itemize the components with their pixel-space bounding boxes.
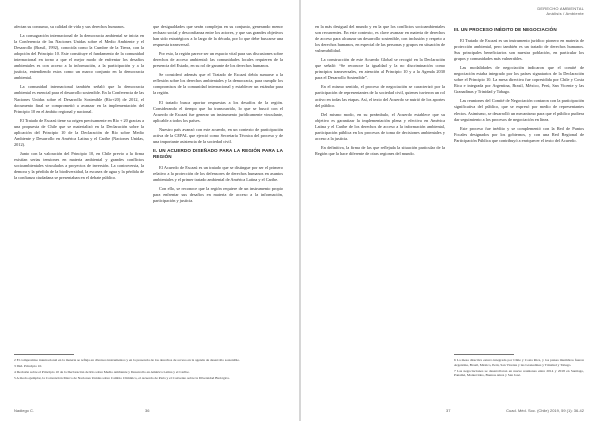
paragraph: La construcción de este Acuerdo Global se recogió en la Declaración que señaló: “Se reconoce la igualdad y la no discriminación como principios transversales, en atención al Principio 10 y a la Agenda 2030 para el Desarrollo Sostenible”. <box>315 57 445 81</box>
running-head-title: DERECHO AMBIENTAL <box>537 6 584 11</box>
right-column-1 <box>315 24 445 160</box>
paragraph: en la más desigual del mundo y en la que los conflictos socioambientales son recurrentes. En este contexto, es clave avanzar en materia de derechos de acceso para alcanzar un desarrollo sostenible, con inclusión y respeto a los derechos humanos, en especial de las personas y grupos en situación de vulnerabilidad. <box>315 24 445 54</box>
paragraph: El tratado busca aportar respuestas a los desafíos de la región. Considerando el tiempo que ha transcurrido, lo que se buscó con el Acuerdo de Escazú fue generar un instrumento jurídicamente vinculante, aplicable a todos los países. <box>153 99 283 123</box>
section-heading: III. UN PROCESO INÉDITO DE NEGOCIACIÓN <box>454 27 557 32</box>
footnote-divider <box>14 354 74 355</box>
paragraph: Del mismo modo, en su preámbulo, el Acuerdo establece que su objetivo es garantizar la implementación plena y efectiva en América Latina y el Caribe de los derechos de acceso a la información ambiental, participación pública en los procesos de toma de decisiones ambientales y acceso a la justicia. <box>315 111 445 141</box>
paragraph: En definitiva, la firma de las que reflejada la situación particular de la Región que la hace diferente de otras regiones del mundo. <box>315 144 445 156</box>
paragraph: La consagración internacional de la democracia ambiental se inicia en la Conferencia de las Naciones Unidas sobre el Medio Ambiente y el Desarrollo (Brasil, 1992), conocida como la Cumbre de la Tierra, con la adopción del Principio 10. Este constituye el fundamento de la comunidad internacional en torno a que el mejor modo de enfrentar los desafíos ambientales es con acceso a la información, a la participación y a la justicia, entendiendo estos como un marco conjunto en la democracia ambiental. <box>14 33 144 81</box>
paragraph: El Tratado de Escazú es un instrumento jurídico pionero en materia de protección ambiental, pero también es un tratado de derechos humanos. Sus principales beneficiarios son nuestra población, en particular los grupos y comunidades más vulnerables. <box>454 38 584 62</box>
footnotes <box>14 358 284 382</box>
footnotes <box>454 358 584 379</box>
running-head-subtitle: Análisis / Ambiente <box>546 11 584 16</box>
paragraph: Nuestro país avanzó con este acuerdo, en un contexto de participación activa de la CEPAL que ejerció como Secretaría Técnica del proceso y de una importante asistencia de la sociedad civil. <box>153 126 283 144</box>
footnote: 2 El compromiso internacional en la materia se refleja en diversos instrumentos y en la presencia de los derechos de acceso en la agenda de desarrollo sostenible. <box>14 358 240 362</box>
footer-citation: Cuad. Méd. Soc. (Chile) 2019, 59 (1): 36-42 <box>506 408 584 413</box>
footnote: 4 Decisión sobre el Principio 10 de la Declaración de Río sobre Medio Ambiente y Desarrollo en América Latina y el Caribe. <box>14 370 190 375</box>
paragraph: Este proceso fue inédito y se complementó con la Red de Puntos Focales designados por los gobiernos, y con una Red Regional de Participación Pública que contribuyó a enriquecer el texto del Acuerdo. <box>454 125 584 143</box>
right-page <box>301 0 600 421</box>
paragraph: La comunidad internacional también señaló que la democracia ambiental es esencial para el desarrollo sostenible. En la Conferencia de las Naciones Unidas sobre el Desarrollo Sostenible (Río+20) de 2012, el documento final se comprometió a avanzar en la implementación del Principio 10 en el ámbito regional y nacional. <box>14 84 144 114</box>
right-column-2 <box>454 24 584 147</box>
paragraph: El Acuerdo de Escazú es un tratado que se distingue por ser el primero relativo a la protección de los defensores de derechos humanos en asuntos ambientales y el primer tratado ambiental de América Latina y el Caribe. <box>153 164 283 182</box>
page-number: 36 <box>145 408 150 413</box>
paragraph: que desigualdades que serán complejas en su conjunto, generando menor rechazo social y desconfianza entre los actores, y que sus grandes objetivos han sido estratégicos a lo largo de la década, por lo que debe buscarse una respuesta transversal. <box>153 24 283 48</box>
paragraph: Con ello, se reconoce que la región requiere de un instrumento propio para enfrentar sus desafíos en materia de acceso a la información, participación y justicia. <box>153 185 283 204</box>
paragraph: Se consideró además que el Tratado de Escazú debía sumarse a la reflexión sobre los derechos ambientales y la democracia, para cumplir los compromisos de la comunidad internacional y establecer un estándar para la región. <box>153 72 283 96</box>
left-column-2 <box>153 24 283 207</box>
footnote: 7 Las negociaciones se desarrollaron en nueve reuniones entre 2014 y 2018 en Santiago, Panamá, Montevideo, Buenos Aires y San José. <box>454 368 584 378</box>
paragraph: Las modalidades de negociación indicaron que el comité de negociación estaba integrado por los países signatarios de la Declaración sobre el Principio 10. La mesa directiva fue copresidida por Chile y Costa Rica e integrada por Argentina, Brasil, México, Perú, San Vicente y las Granadinas y Trinidad y Tabago. <box>454 65 584 95</box>
paragraph: El Tratado de Escazú tiene su origen precisamente en Río + 20 gracias a una propuesta de Chile que se materializó en la Declaración sobre la aplicación del Principio 10 de la Declaración de Río sobre Medio Ambiente y Desarrollo en América Latina y el Caribe (Naciones Unidas, 2012). <box>14 117 145 147</box>
footnote: 6 La mesa directiva estuvo integrada por Chile y Costa Rica, y los países miembros fueron Argentina, Brasil, México, Perú, San Vicente y las Granadinas y Trinidad y Tabago. <box>454 358 584 367</box>
left-column-1 <box>14 24 144 184</box>
left-page <box>0 0 299 421</box>
page-number: 37 <box>446 408 451 413</box>
running-head <box>537 6 584 16</box>
footnote: 3 Ibid. Principio 10. <box>14 364 43 369</box>
paragraph: afectan su consumo, su calidad de vida y sus derechos humanos. <box>14 24 125 29</box>
footnote-divider <box>454 354 514 355</box>
paragraph: Las reuniones del Comité de Negociación contaron con la participación significativa del público, que se expresó por medio de representantes electos. Asimismo, se desarrolló un mecanismo para que el público pudiera dar seguimiento a los procesos de negociación en línea. <box>454 98 584 122</box>
paragraph: Por esto, la región parece ser un espacio vital para sus discusiones sobre derechos de acceso ambiental: las comunidades locales requieren de la presencia del Estado, en su rol de garante de los derechos humanos. <box>153 51 283 69</box>
paragraph: En el mismo sentido, el proceso de negociación se caracterizó por la participación de representantes de la sociedad civil, quienes tuvieron un rol activo en todas las etapas. Así, el texto del Acuerdo se nutrió de los aportes del público. <box>315 84 445 108</box>
paragraph: Junto con la valoración del Principio 10, en Chile previo a la firma existían serias tensiones en materia ambiental y grandes conflictos socioambientales vinculados a proyectos de inversión. La controversia, la demora y la pérdida de la biodiversidad, la escasez de agua y la pérdida de la confianza ciudadana se presentaban en el debate público. <box>14 150 144 181</box>
footnote: 5 A modo ejemplar, la Convención Marco de Naciones Unidas sobre Cambio Climático, el Acuerdo de París y el Convenio sobre la Diversidad Biológica. <box>14 376 230 381</box>
section-heading: II. UN ACUERDO DISEÑADO PARA LA REGIÓN PARA LA REGIÓN <box>153 147 283 159</box>
footer-author: Nadiego C. <box>14 408 35 413</box>
